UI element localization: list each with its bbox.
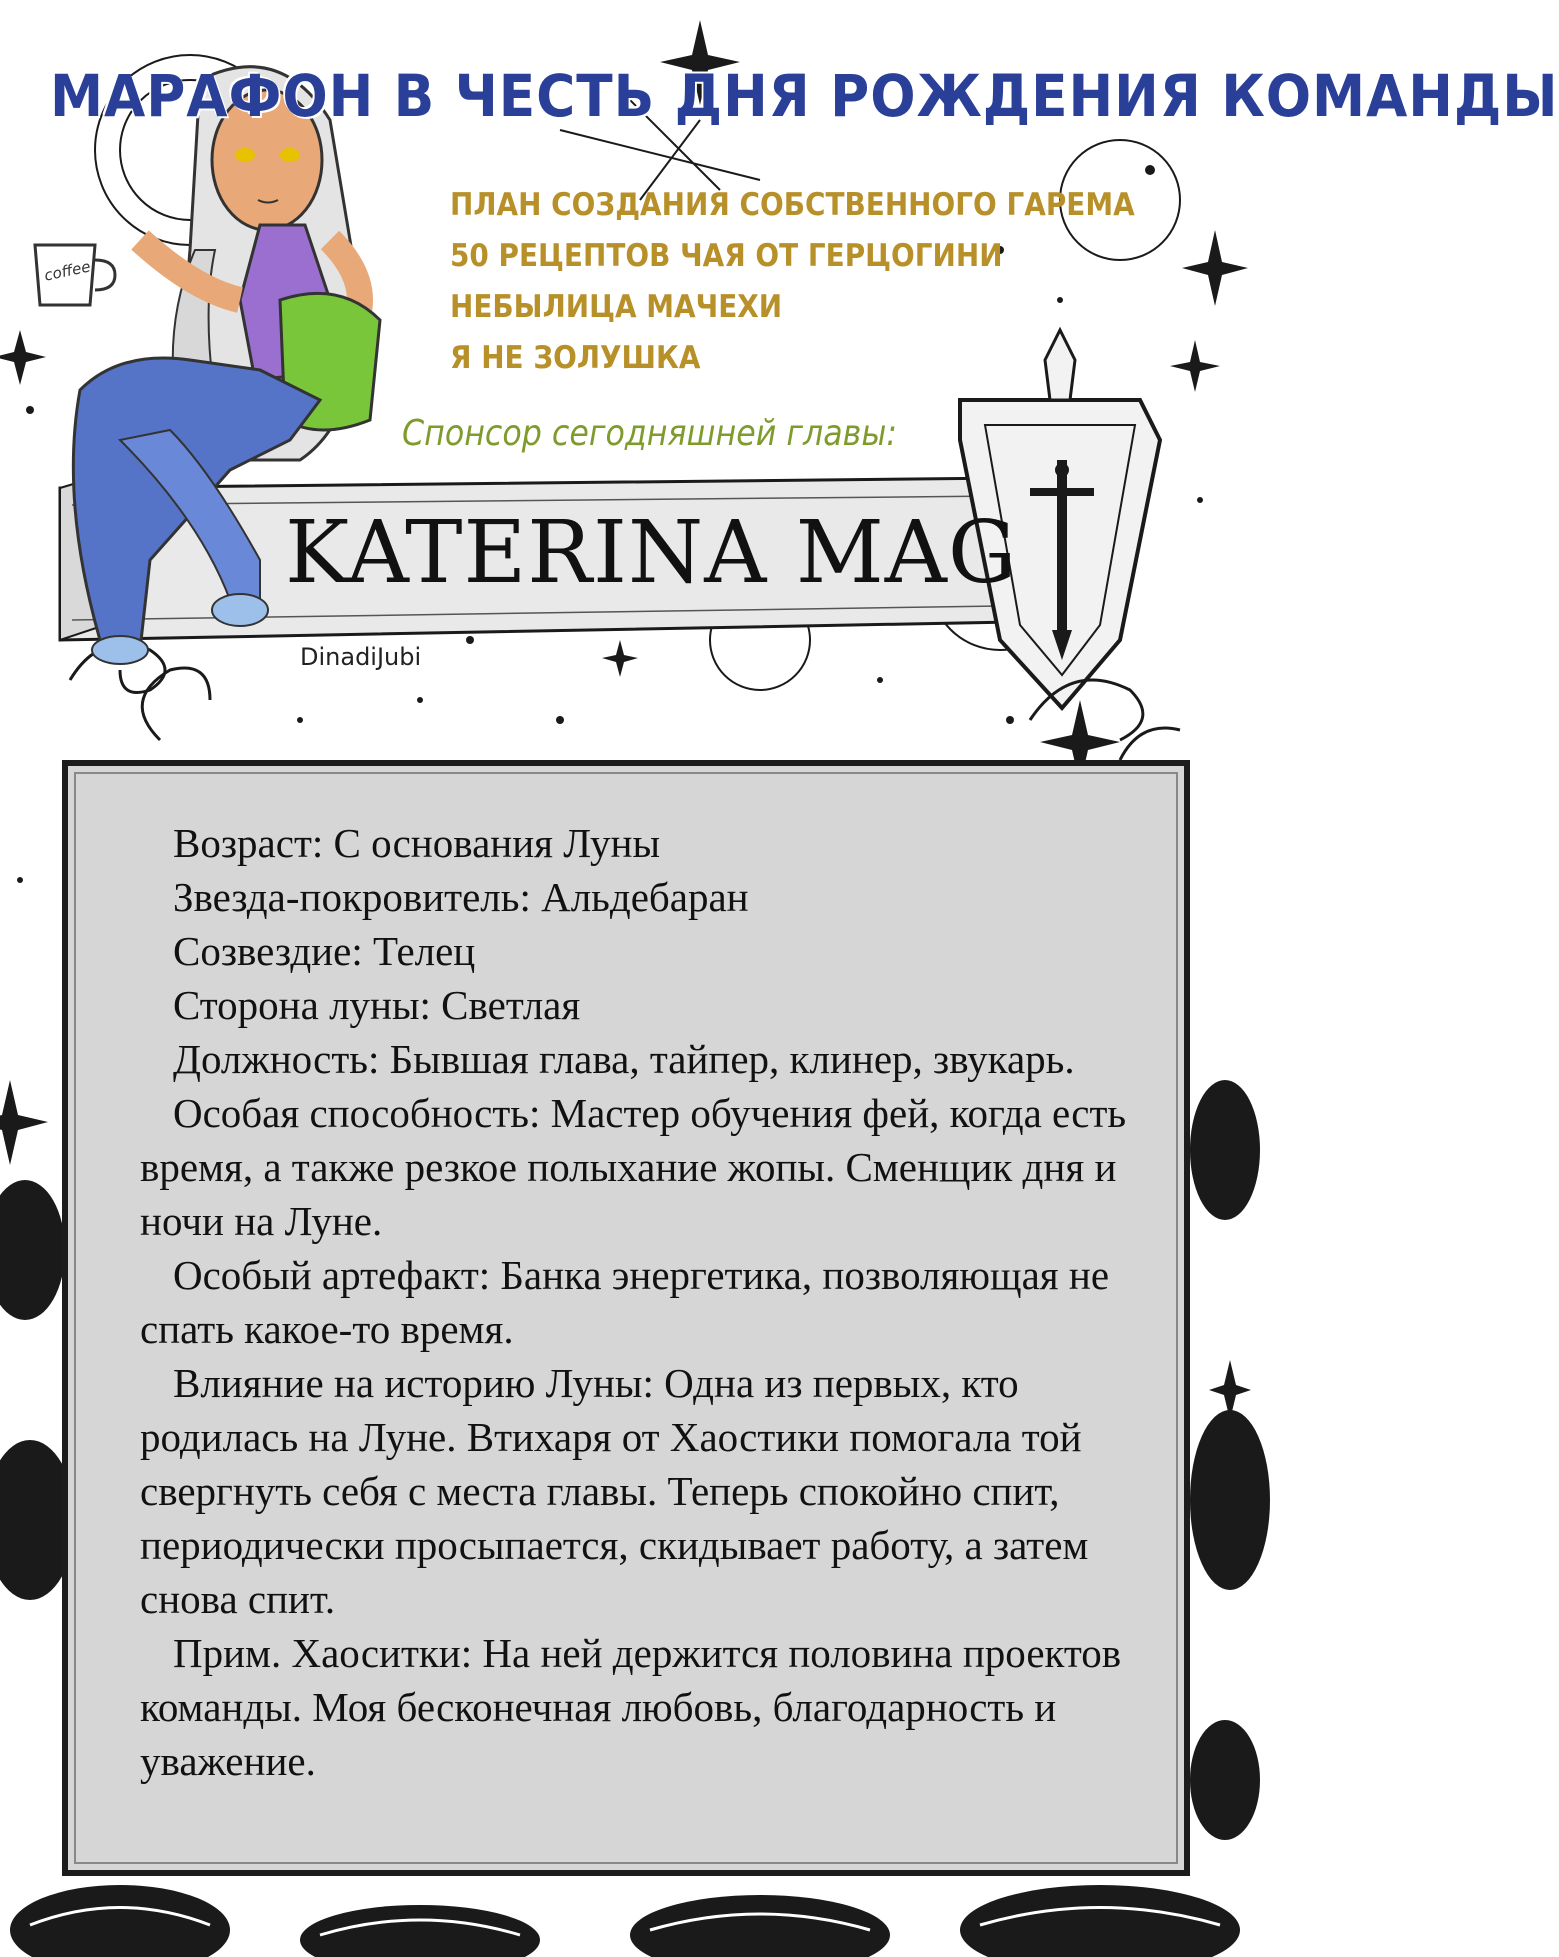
artist-signature: DinadiJubi — [296, 643, 425, 671]
title-item: 50 РЕЦЕПТОВ ЧАЯ ОТ ГЕРЦОГИНИ — [450, 238, 1003, 274]
sponsor-label: Спонсор сегодняшней главы: — [402, 413, 898, 454]
info-paragraph: Возраст: С основания Луны — [173, 820, 661, 866]
sponsor-name: KATERINA MAG — [285, 503, 1018, 603]
info-paragraph: Прим. Хаоситки: На ней держится половина проектов команды. Моя бесконечная любовь, благодарность и уважение. — [140, 1630, 1122, 1784]
info-panel — [62, 760, 1190, 1876]
info-paragraph: Сторона луны: Светлая — [173, 982, 581, 1028]
marathon-banner-title: МАРАФОН В ЧЕСТЬ ДНЯ РОЖДЕНИЯ КОМАНДЫ — [50, 62, 1559, 130]
info-paragraph: Должность: Бывшая глава, тайпер, клинер, звукарь. — [173, 1036, 1075, 1082]
titles-list — [450, 180, 1170, 384]
info-paragraph: Звезда-покровитель: Альдебаран — [173, 874, 749, 920]
info-paragraph: Особый артефакт: Банка энергетика, позволяющая не спать какое-то время. — [140, 1252, 1110, 1352]
coffee-cup-label: coffee — [42, 257, 93, 285]
info-paragraph: Особая способность: Мастер обучения фей, когда есть время, а также резкое полыхание жопы. Сменщик дня и ночи на Луне. — [140, 1090, 1127, 1244]
info-text — [140, 816, 1160, 1788]
title-item: НЕБЫЛИЦА МАЧЕХИ — [450, 289, 783, 325]
info-paragraph: Созвездие: Телец — [173, 928, 476, 974]
title-item: Я НЕ ЗОЛУШКА — [450, 340, 701, 376]
info-paragraph: Влияние на историю Луны: Одна из первых, кто родилась на Луне. Втихаря от Хаостики помогала той свергнуть себя с места главы. Теперь спокойно спит, периодически просыпается, скидывает работу, а затем снова спит. — [140, 1360, 1089, 1622]
title-item: ПЛАН СОЗДАНИЯ СОБСТВЕННОГО ГАРЕМА — [450, 187, 1135, 223]
